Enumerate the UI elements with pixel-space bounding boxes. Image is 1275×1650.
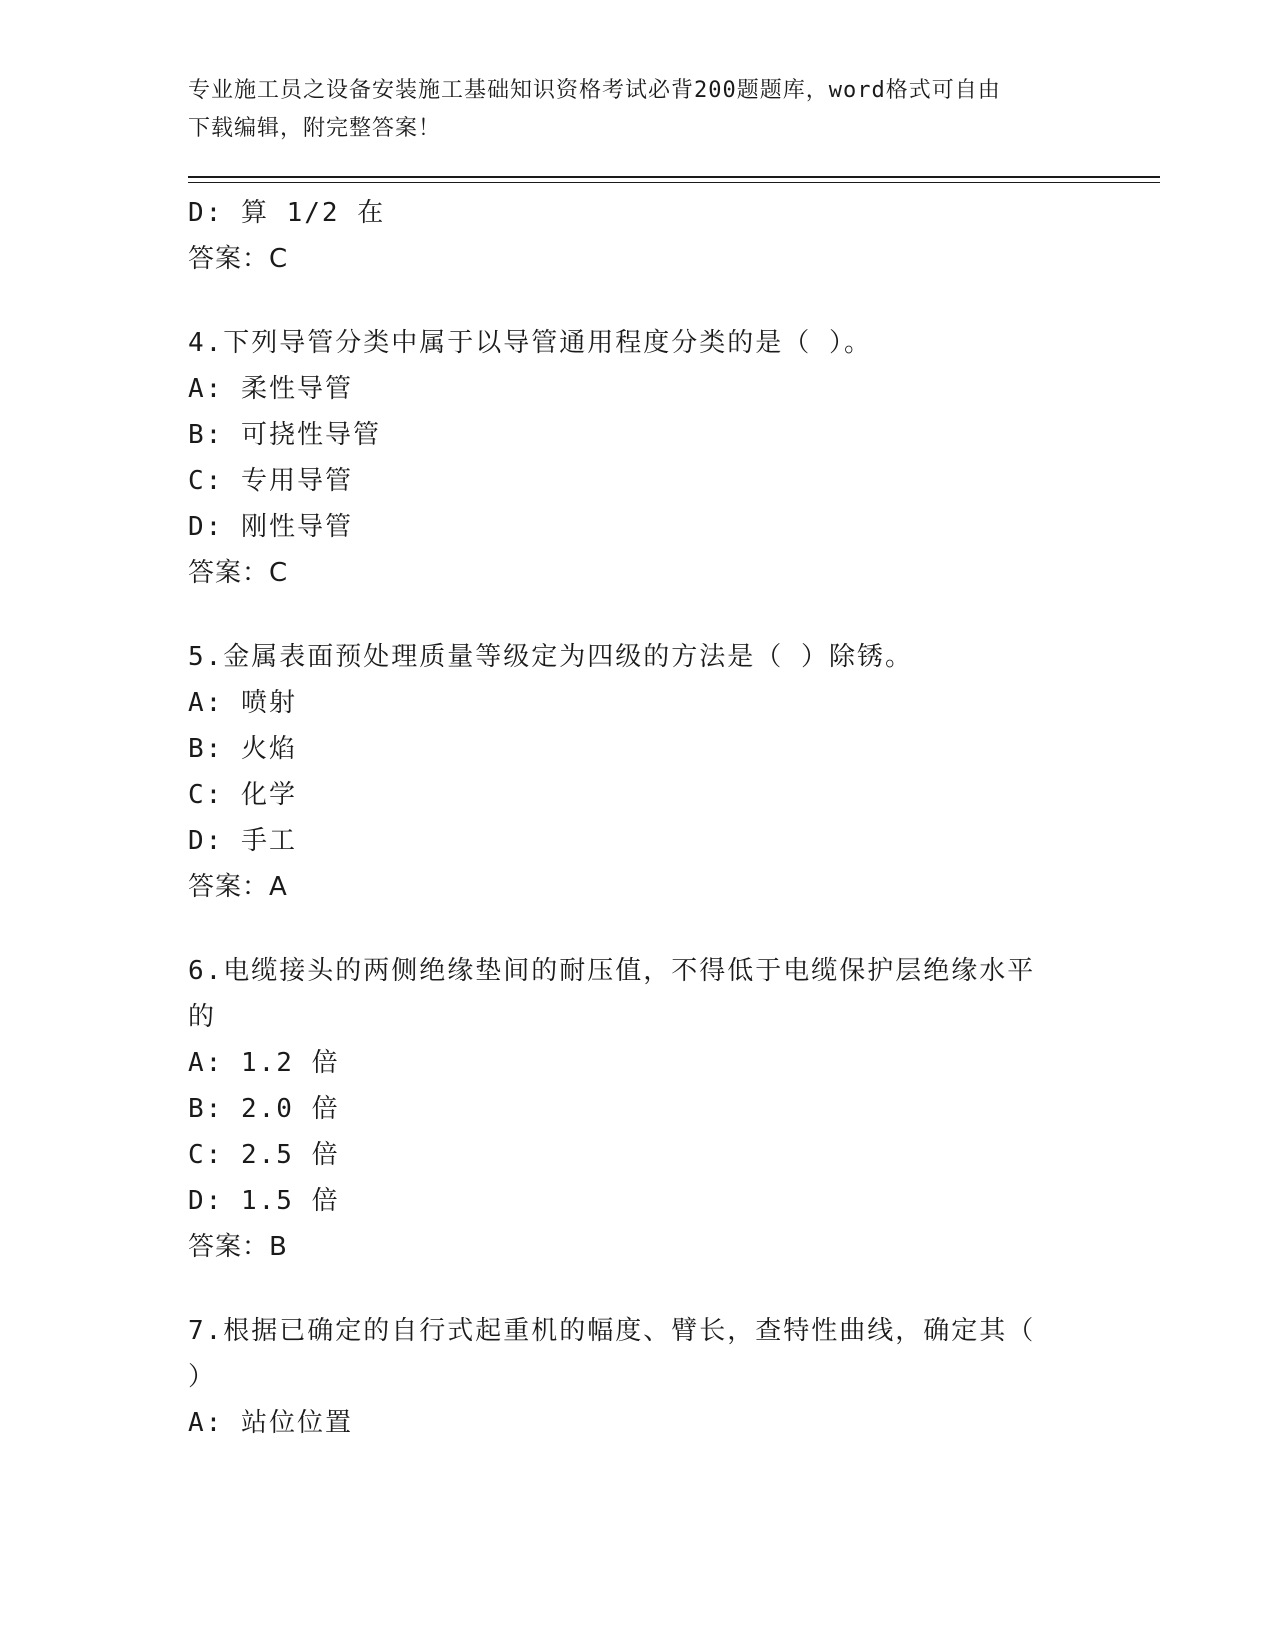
document-body	[188, 190, 1068, 1446]
answer-line: 答案：B	[188, 1232, 288, 1262]
question-stem-line-1: 6.电缆接头的两侧绝缘垫间的耐压值，不得低于电缆保护层绝缘水平	[188, 956, 1036, 986]
question-stem: 4.下列导管分类中属于以导管通用程度分类的是（ ）。	[188, 328, 872, 358]
option-a: A: 站位位置	[188, 1408, 353, 1438]
option-a: A: 喷射	[188, 688, 297, 718]
option-d: D: 手工	[188, 826, 297, 856]
header-line-1: 专业施工员之设备安装施工基础知识资格考试必背200题题库，word格式可自由	[188, 78, 1001, 103]
question-stem-line-1: 7.根据已确定的自行式起重机的幅度、臂长，查特性曲线，确定其（	[188, 1316, 1036, 1346]
option-d: D: 1.5 倍	[188, 1186, 340, 1216]
option-b: B: 火焰	[188, 734, 297, 764]
option-b: B: 可挠性导管	[188, 420, 381, 450]
header-line-2: 下载编辑，附完整答案！	[188, 116, 442, 141]
header-divider-thin	[188, 182, 1160, 183]
question-stem-line-2: 的	[188, 1002, 217, 1032]
option-c: C: 2.5 倍	[188, 1140, 340, 1170]
question-4	[188, 320, 1068, 596]
question-7	[188, 1308, 1068, 1446]
answer-line: 答案：C	[188, 244, 289, 274]
question-stem-line-2: ）	[188, 1362, 217, 1392]
question-6	[188, 948, 1068, 1270]
document-header	[188, 72, 1088, 148]
option-a: A: 柔性导管	[188, 374, 353, 404]
option-b: B: 2.0 倍	[188, 1094, 340, 1124]
answer-line: 答案：C	[188, 558, 289, 588]
option-c: C: 化学	[188, 780, 297, 810]
question-stem: 5.金属表面预处理质量等级定为四级的方法是（ ）除锈。	[188, 642, 913, 672]
option-d: D: 刚性导管	[188, 512, 353, 542]
option-c: C: 专用导管	[188, 466, 353, 496]
previous-question-tail	[188, 190, 1068, 282]
answer-line: 答案：A	[188, 872, 288, 902]
question-5	[188, 634, 1068, 910]
option-a: A: 1.2 倍	[188, 1048, 340, 1078]
header-divider-thick	[188, 176, 1160, 178]
option-d: D: 算 1/2 在	[188, 198, 386, 228]
